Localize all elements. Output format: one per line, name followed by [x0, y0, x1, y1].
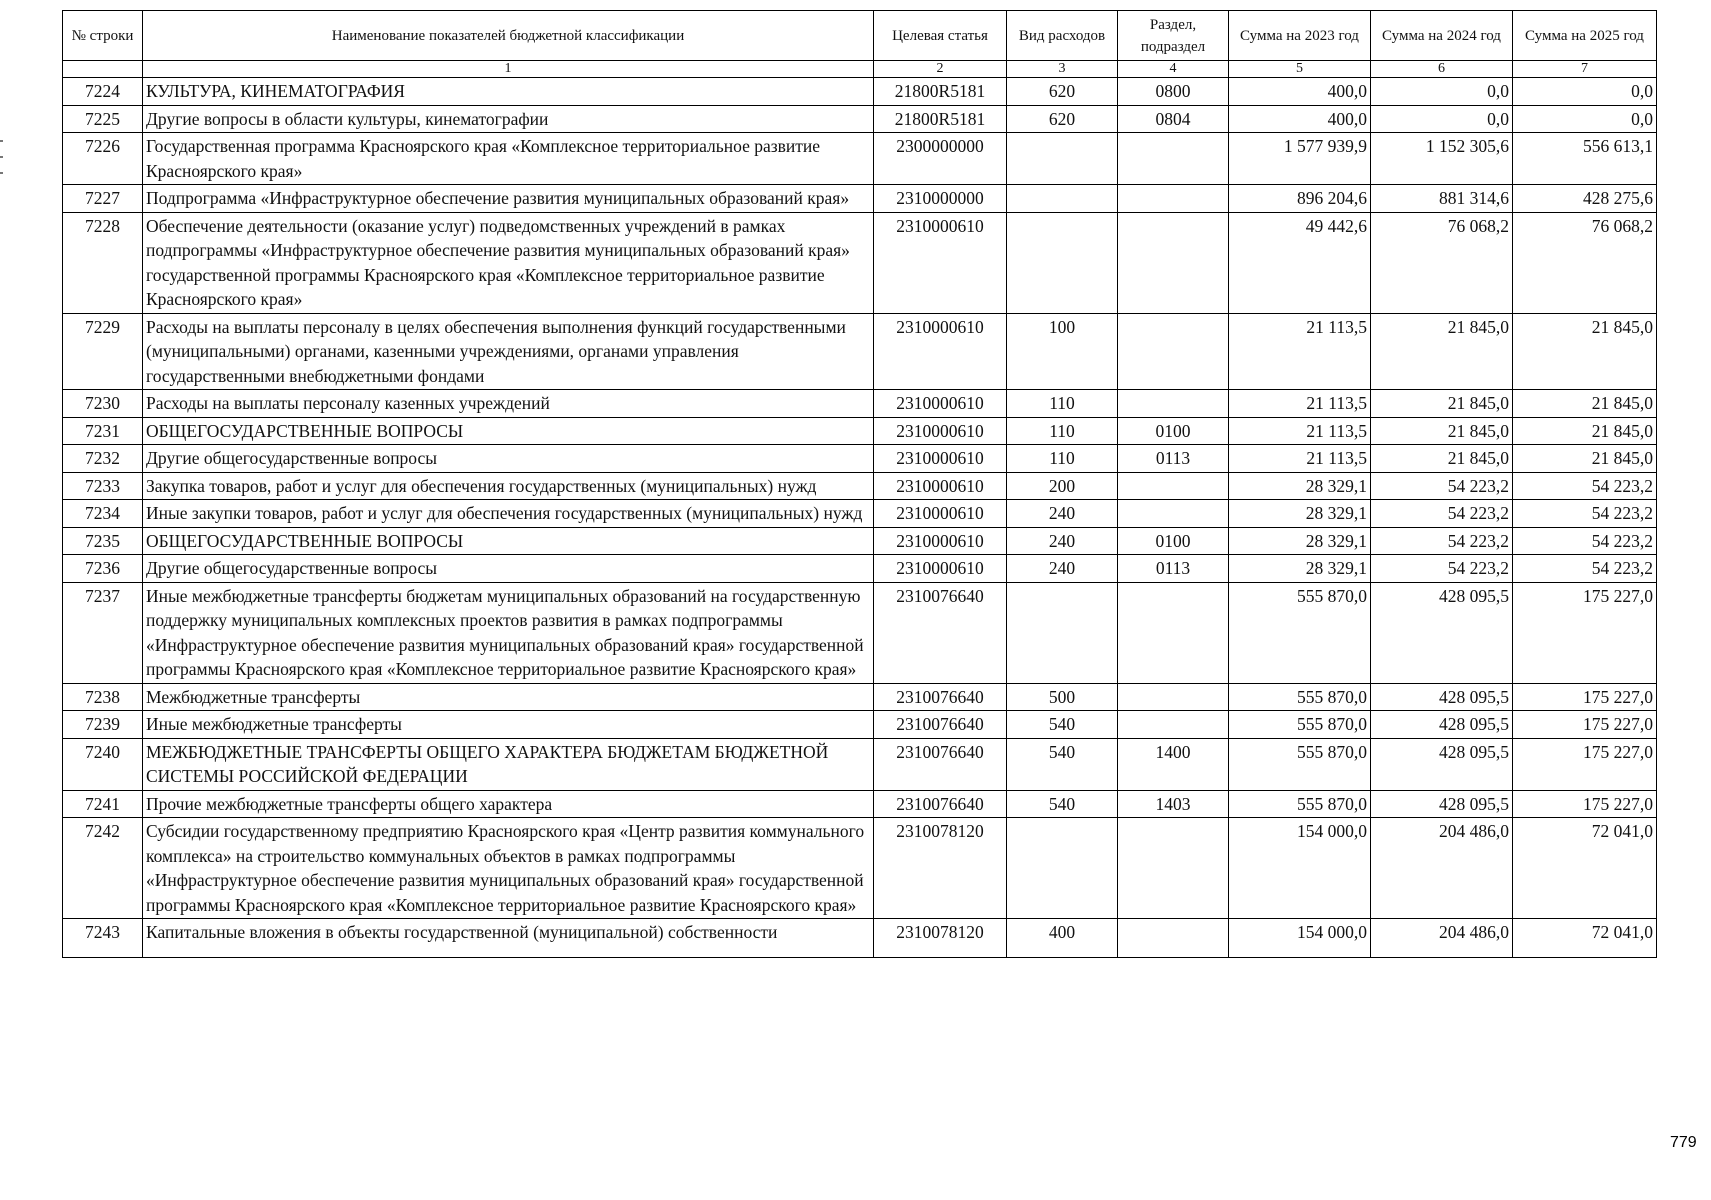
- row-number-cell: 7232: [63, 445, 143, 473]
- indicator-name-cell: Межбюджетные трансферты: [143, 683, 874, 711]
- row-number-cell: 7225: [63, 105, 143, 133]
- indicator-name-cell: Иные межбюджетные трансферты бюджетам муниципальных образований на государственную поддержку муниципальных комплексных проектов развития в рамках подпрограммы «Инфраструктурное обеспечение развития муниципальных образований края» государственной программы Красноярского края «Комплексное территориальное развитие Красноярского края»: [143, 582, 874, 683]
- column-number: 2: [874, 61, 1007, 78]
- sum-2023-cell: 21 113,5: [1229, 445, 1371, 473]
- sum-2024-cell: 54 223,2: [1371, 555, 1513, 583]
- expense-kind-cell: 110: [1007, 417, 1118, 445]
- sum-2025-cell: 54 223,2: [1513, 527, 1657, 555]
- section-subsection-cell: 0100: [1118, 527, 1229, 555]
- column-number: 7: [1513, 61, 1657, 78]
- table-row: [63, 818, 1657, 919]
- sum-2025-cell: 54 223,2: [1513, 500, 1657, 528]
- target-article-cell: 2310000610: [874, 313, 1007, 390]
- sum-2025-cell: 72 041,0: [1513, 919, 1657, 958]
- table-row: [63, 185, 1657, 213]
- target-article-cell: 2310000610: [874, 390, 1007, 418]
- page-number: 779: [1670, 1134, 1697, 1151]
- header-row-no: № строки: [63, 11, 143, 61]
- indicator-name-cell: Другие вопросы в области культуры, кинематографии: [143, 105, 874, 133]
- table-row: [63, 133, 1657, 185]
- section-subsection-cell: [1118, 390, 1229, 418]
- expense-kind-cell: 110: [1007, 390, 1118, 418]
- sum-2023-cell: 21 113,5: [1229, 390, 1371, 418]
- sum-2023-cell: 154 000,0: [1229, 919, 1371, 958]
- sum-2024-cell: 204 486,0: [1371, 818, 1513, 919]
- table-body: [63, 78, 1657, 958]
- row-number-cell: 7240: [63, 738, 143, 790]
- section-subsection-cell: [1118, 500, 1229, 528]
- header-section: Раздел, подраздел: [1118, 11, 1229, 61]
- sum-2024-cell: 54 223,2: [1371, 500, 1513, 528]
- target-article-cell: 2310000610: [874, 212, 1007, 313]
- expense-kind-cell: [1007, 582, 1118, 683]
- section-subsection-cell: [1118, 313, 1229, 390]
- table-row: [63, 445, 1657, 473]
- sum-2024-cell: 428 095,5: [1371, 738, 1513, 790]
- budget-table: [62, 10, 1657, 958]
- sum-2024-cell: 204 486,0: [1371, 919, 1513, 958]
- row-number-cell: 7230: [63, 390, 143, 418]
- target-article-cell: 2310076640: [874, 683, 1007, 711]
- sum-2025-cell: 21 845,0: [1513, 417, 1657, 445]
- section-subsection-cell: [1118, 133, 1229, 185]
- section-subsection-cell: [1118, 818, 1229, 919]
- column-number: 3: [1007, 61, 1118, 78]
- row-number-cell: 7237: [63, 582, 143, 683]
- sum-2023-cell: 154 000,0: [1229, 818, 1371, 919]
- table-row: [63, 105, 1657, 133]
- row-number-cell: 7236: [63, 555, 143, 583]
- sum-2024-cell: 0,0: [1371, 105, 1513, 133]
- indicator-name-cell: ОБЩЕГОСУДАРСТВЕННЫЕ ВОПРОСЫ: [143, 527, 874, 555]
- target-article-cell: 2310076640: [874, 711, 1007, 739]
- row-number-cell: 7229: [63, 313, 143, 390]
- sum-2025-cell: 175 227,0: [1513, 683, 1657, 711]
- sum-2023-cell: 21 113,5: [1229, 417, 1371, 445]
- table-header-row: [63, 11, 1657, 61]
- sum-2023-cell: 28 329,1: [1229, 555, 1371, 583]
- sum-2024-cell: 21 845,0: [1371, 313, 1513, 390]
- section-subsection-cell: [1118, 212, 1229, 313]
- table-row: [63, 390, 1657, 418]
- sum-2024-cell: 76 068,2: [1371, 212, 1513, 313]
- row-number-cell: 7239: [63, 711, 143, 739]
- section-subsection-cell: [1118, 919, 1229, 958]
- table-row: [63, 417, 1657, 445]
- expense-kind-cell: 110: [1007, 445, 1118, 473]
- header-sum-2024: Сумма на 2024 год: [1371, 11, 1513, 61]
- expense-kind-cell: 240: [1007, 527, 1118, 555]
- sum-2025-cell: 175 227,0: [1513, 738, 1657, 790]
- sum-2025-cell: 21 845,0: [1513, 313, 1657, 390]
- section-subsection-cell: 1400: [1118, 738, 1229, 790]
- header-kind: Вид расходов: [1007, 11, 1118, 61]
- table-row: [63, 738, 1657, 790]
- scan-edge-mark: [0, 140, 3, 142]
- scan-edge-mark: [0, 172, 3, 174]
- sum-2024-cell: 21 845,0: [1371, 445, 1513, 473]
- table-row: [63, 212, 1657, 313]
- sum-2023-cell: 555 870,0: [1229, 683, 1371, 711]
- indicator-name-cell: МЕЖБЮДЖЕТНЫЕ ТРАНСФЕРТЫ ОБЩЕГО ХАРАКТЕРА БЮДЖЕТАМ БЮДЖЕТНОЙ СИСТЕМЫ РОССИЙСКОЙ ФЕДЕРАЦИИ: [143, 738, 874, 790]
- target-article-cell: 21800R5181: [874, 78, 1007, 106]
- row-number-cell: 7224: [63, 78, 143, 106]
- indicator-name-cell: Закупка товаров, работ и услуг для обеспечения государственных (муниципальных) нужд: [143, 472, 874, 500]
- sum-2025-cell: 175 227,0: [1513, 790, 1657, 818]
- sum-2025-cell: 175 227,0: [1513, 582, 1657, 683]
- sum-2023-cell: 400,0: [1229, 78, 1371, 106]
- expense-kind-cell: 240: [1007, 500, 1118, 528]
- sum-2023-cell: 555 870,0: [1229, 738, 1371, 790]
- row-number-cell: 7235: [63, 527, 143, 555]
- row-number-cell: 7234: [63, 500, 143, 528]
- expense-kind-cell: 100: [1007, 313, 1118, 390]
- sum-2023-cell: 1 577 939,9: [1229, 133, 1371, 185]
- sum-2025-cell: 175 227,0: [1513, 711, 1657, 739]
- header-sum-2025: Сумма на 2025 год: [1513, 11, 1657, 61]
- section-subsection-cell: 1403: [1118, 790, 1229, 818]
- target-article-cell: 2310076640: [874, 790, 1007, 818]
- indicator-name-cell: Субсидии государственному предприятию Красноярского края «Центр развития коммунального комплекса» на строительство коммунальных объектов в рамках подпрограммы «Инфраструктурное обеспечение развития муниципальных образований края» государственной программы Красноярского края «Комплексное территориальное развитие Красноярского края»: [143, 818, 874, 919]
- table-row: [63, 711, 1657, 739]
- sum-2024-cell: 428 095,5: [1371, 683, 1513, 711]
- section-subsection-cell: 0113: [1118, 555, 1229, 583]
- header-name: Наименование показателей бюджетной классификации: [143, 11, 874, 61]
- sum-2025-cell: 76 068,2: [1513, 212, 1657, 313]
- target-article-cell: 2310076640: [874, 738, 1007, 790]
- expense-kind-cell: 200: [1007, 472, 1118, 500]
- sum-2023-cell: 49 442,6: [1229, 212, 1371, 313]
- section-subsection-cell: [1118, 582, 1229, 683]
- sum-2023-cell: 28 329,1: [1229, 472, 1371, 500]
- sum-2024-cell: 428 095,5: [1371, 790, 1513, 818]
- section-subsection-cell: 0800: [1118, 78, 1229, 106]
- sum-2025-cell: 21 845,0: [1513, 390, 1657, 418]
- expense-kind-cell: [1007, 185, 1118, 213]
- indicator-name-cell: Прочие межбюджетные трансферты общего характера: [143, 790, 874, 818]
- sum-2023-cell: 896 204,6: [1229, 185, 1371, 213]
- expense-kind-cell: [1007, 212, 1118, 313]
- table-row: [63, 78, 1657, 106]
- target-article-cell: 2310076640: [874, 582, 1007, 683]
- header-target: Целевая статья: [874, 11, 1007, 61]
- expense-kind-cell: 540: [1007, 711, 1118, 739]
- expense-kind-cell: 540: [1007, 738, 1118, 790]
- expense-kind-cell: 240: [1007, 555, 1118, 583]
- sum-2023-cell: 555 870,0: [1229, 711, 1371, 739]
- target-article-cell: 2310000610: [874, 445, 1007, 473]
- sum-2025-cell: 0,0: [1513, 78, 1657, 106]
- row-number-cell: 7241: [63, 790, 143, 818]
- indicator-name-cell: ОБЩЕГОСУДАРСТВЕННЫЕ ВОПРОСЫ: [143, 417, 874, 445]
- expense-kind-cell: 540: [1007, 790, 1118, 818]
- sum-2025-cell: 54 223,2: [1513, 472, 1657, 500]
- sum-2024-cell: 21 845,0: [1371, 390, 1513, 418]
- target-article-cell: 2310000610: [874, 500, 1007, 528]
- target-article-cell: 2310000610: [874, 527, 1007, 555]
- sum-2024-cell: 54 223,2: [1371, 472, 1513, 500]
- column-number: 1: [143, 61, 874, 78]
- target-article-cell: 2310078120: [874, 818, 1007, 919]
- column-number: 4: [1118, 61, 1229, 78]
- expense-kind-cell: 500: [1007, 683, 1118, 711]
- table-row: [63, 919, 1657, 958]
- sum-2024-cell: 1 152 305,6: [1371, 133, 1513, 185]
- table-row: [63, 472, 1657, 500]
- table-row: [63, 527, 1657, 555]
- table-row: [63, 555, 1657, 583]
- sum-2024-cell: 428 095,5: [1371, 582, 1513, 683]
- scan-edge-mark: [0, 156, 3, 158]
- expense-kind-cell: 620: [1007, 78, 1118, 106]
- indicator-name-cell: Другие общегосударственные вопросы: [143, 555, 874, 583]
- indicator-name-cell: Другие общегосударственные вопросы: [143, 445, 874, 473]
- expense-kind-cell: [1007, 818, 1118, 919]
- indicator-name-cell: Расходы на выплаты персоналу в целях обеспечения выполнения функций государственными (муниципальными) органами, казенными учреждениями, органами управления государственными внебюджетными фондами: [143, 313, 874, 390]
- row-number-cell: 7243: [63, 919, 143, 958]
- row-number-cell: 7233: [63, 472, 143, 500]
- target-article-cell: 2310078120: [874, 919, 1007, 958]
- sum-2024-cell: 21 845,0: [1371, 417, 1513, 445]
- table-row: [63, 683, 1657, 711]
- target-article-cell: 21800R5181: [874, 105, 1007, 133]
- target-article-cell: 2310000000: [874, 185, 1007, 213]
- section-subsection-cell: 0113: [1118, 445, 1229, 473]
- column-number: 6: [1371, 61, 1513, 78]
- sum-2023-cell: 400,0: [1229, 105, 1371, 133]
- sum-2025-cell: 72 041,0: [1513, 818, 1657, 919]
- target-article-cell: 2310000610: [874, 417, 1007, 445]
- sum-2023-cell: 555 870,0: [1229, 790, 1371, 818]
- expense-kind-cell: 400: [1007, 919, 1118, 958]
- row-number-cell: 7238: [63, 683, 143, 711]
- section-subsection-cell: [1118, 683, 1229, 711]
- column-number: [63, 61, 143, 78]
- target-article-cell: 2310000610: [874, 472, 1007, 500]
- table-row: [63, 582, 1657, 683]
- indicator-name-cell: КУЛЬТУРА, КИНЕМАТОГРАФИЯ: [143, 78, 874, 106]
- row-number-cell: 7228: [63, 212, 143, 313]
- section-subsection-cell: 0100: [1118, 417, 1229, 445]
- row-number-cell: 7226: [63, 133, 143, 185]
- indicator-name-cell: Иные межбюджетные трансферты: [143, 711, 874, 739]
- indicator-name-cell: Расходы на выплаты персоналу казенных учреждений: [143, 390, 874, 418]
- section-subsection-cell: 0804: [1118, 105, 1229, 133]
- sum-2024-cell: 0,0: [1371, 78, 1513, 106]
- sum-2023-cell: 28 329,1: [1229, 500, 1371, 528]
- indicator-name-cell: Обеспечение деятельности (оказание услуг) подведомственных учреждений в рамках подпрограммы «Инфраструктурное обеспечение развития муниципальных образований края» государственной программы Красноярского края «Комплексное территориальное развитие Красноярского края»: [143, 212, 874, 313]
- sum-2025-cell: 428 275,6: [1513, 185, 1657, 213]
- section-subsection-cell: [1118, 711, 1229, 739]
- column-number-row: [63, 61, 1657, 78]
- row-number-cell: 7242: [63, 818, 143, 919]
- indicator-name-cell: Подпрограмма «Инфраструктурное обеспечение развития муниципальных образований края»: [143, 185, 874, 213]
- section-subsection-cell: [1118, 472, 1229, 500]
- sum-2025-cell: 21 845,0: [1513, 445, 1657, 473]
- row-number-cell: 7227: [63, 185, 143, 213]
- table-row: [63, 500, 1657, 528]
- sum-2023-cell: 28 329,1: [1229, 527, 1371, 555]
- row-number-cell: 7231: [63, 417, 143, 445]
- sum-2025-cell: 556 613,1: [1513, 133, 1657, 185]
- sum-2025-cell: 54 223,2: [1513, 555, 1657, 583]
- indicator-name-cell: Государственная программа Красноярского края «Комплексное территориальное развитие Красноярского края»: [143, 133, 874, 185]
- header-sum-2023: Сумма на 2023 год: [1229, 11, 1371, 61]
- sum-2024-cell: 881 314,6: [1371, 185, 1513, 213]
- indicator-name-cell: Иные закупки товаров, работ и услуг для обеспечения государственных (муниципальных) нужд: [143, 500, 874, 528]
- section-subsection-cell: [1118, 185, 1229, 213]
- target-article-cell: 2310000610: [874, 555, 1007, 583]
- sum-2025-cell: 0,0: [1513, 105, 1657, 133]
- table-row: [63, 790, 1657, 818]
- sum-2024-cell: 428 095,5: [1371, 711, 1513, 739]
- column-number: 5: [1229, 61, 1371, 78]
- sum-2024-cell: 54 223,2: [1371, 527, 1513, 555]
- target-article-cell: 2300000000: [874, 133, 1007, 185]
- expense-kind-cell: [1007, 133, 1118, 185]
- sum-2023-cell: 21 113,5: [1229, 313, 1371, 390]
- sum-2023-cell: 555 870,0: [1229, 582, 1371, 683]
- indicator-name-cell: Капитальные вложения в объекты государственной (муниципальной) собственности: [143, 919, 874, 958]
- table-row: [63, 313, 1657, 390]
- expense-kind-cell: 620: [1007, 105, 1118, 133]
